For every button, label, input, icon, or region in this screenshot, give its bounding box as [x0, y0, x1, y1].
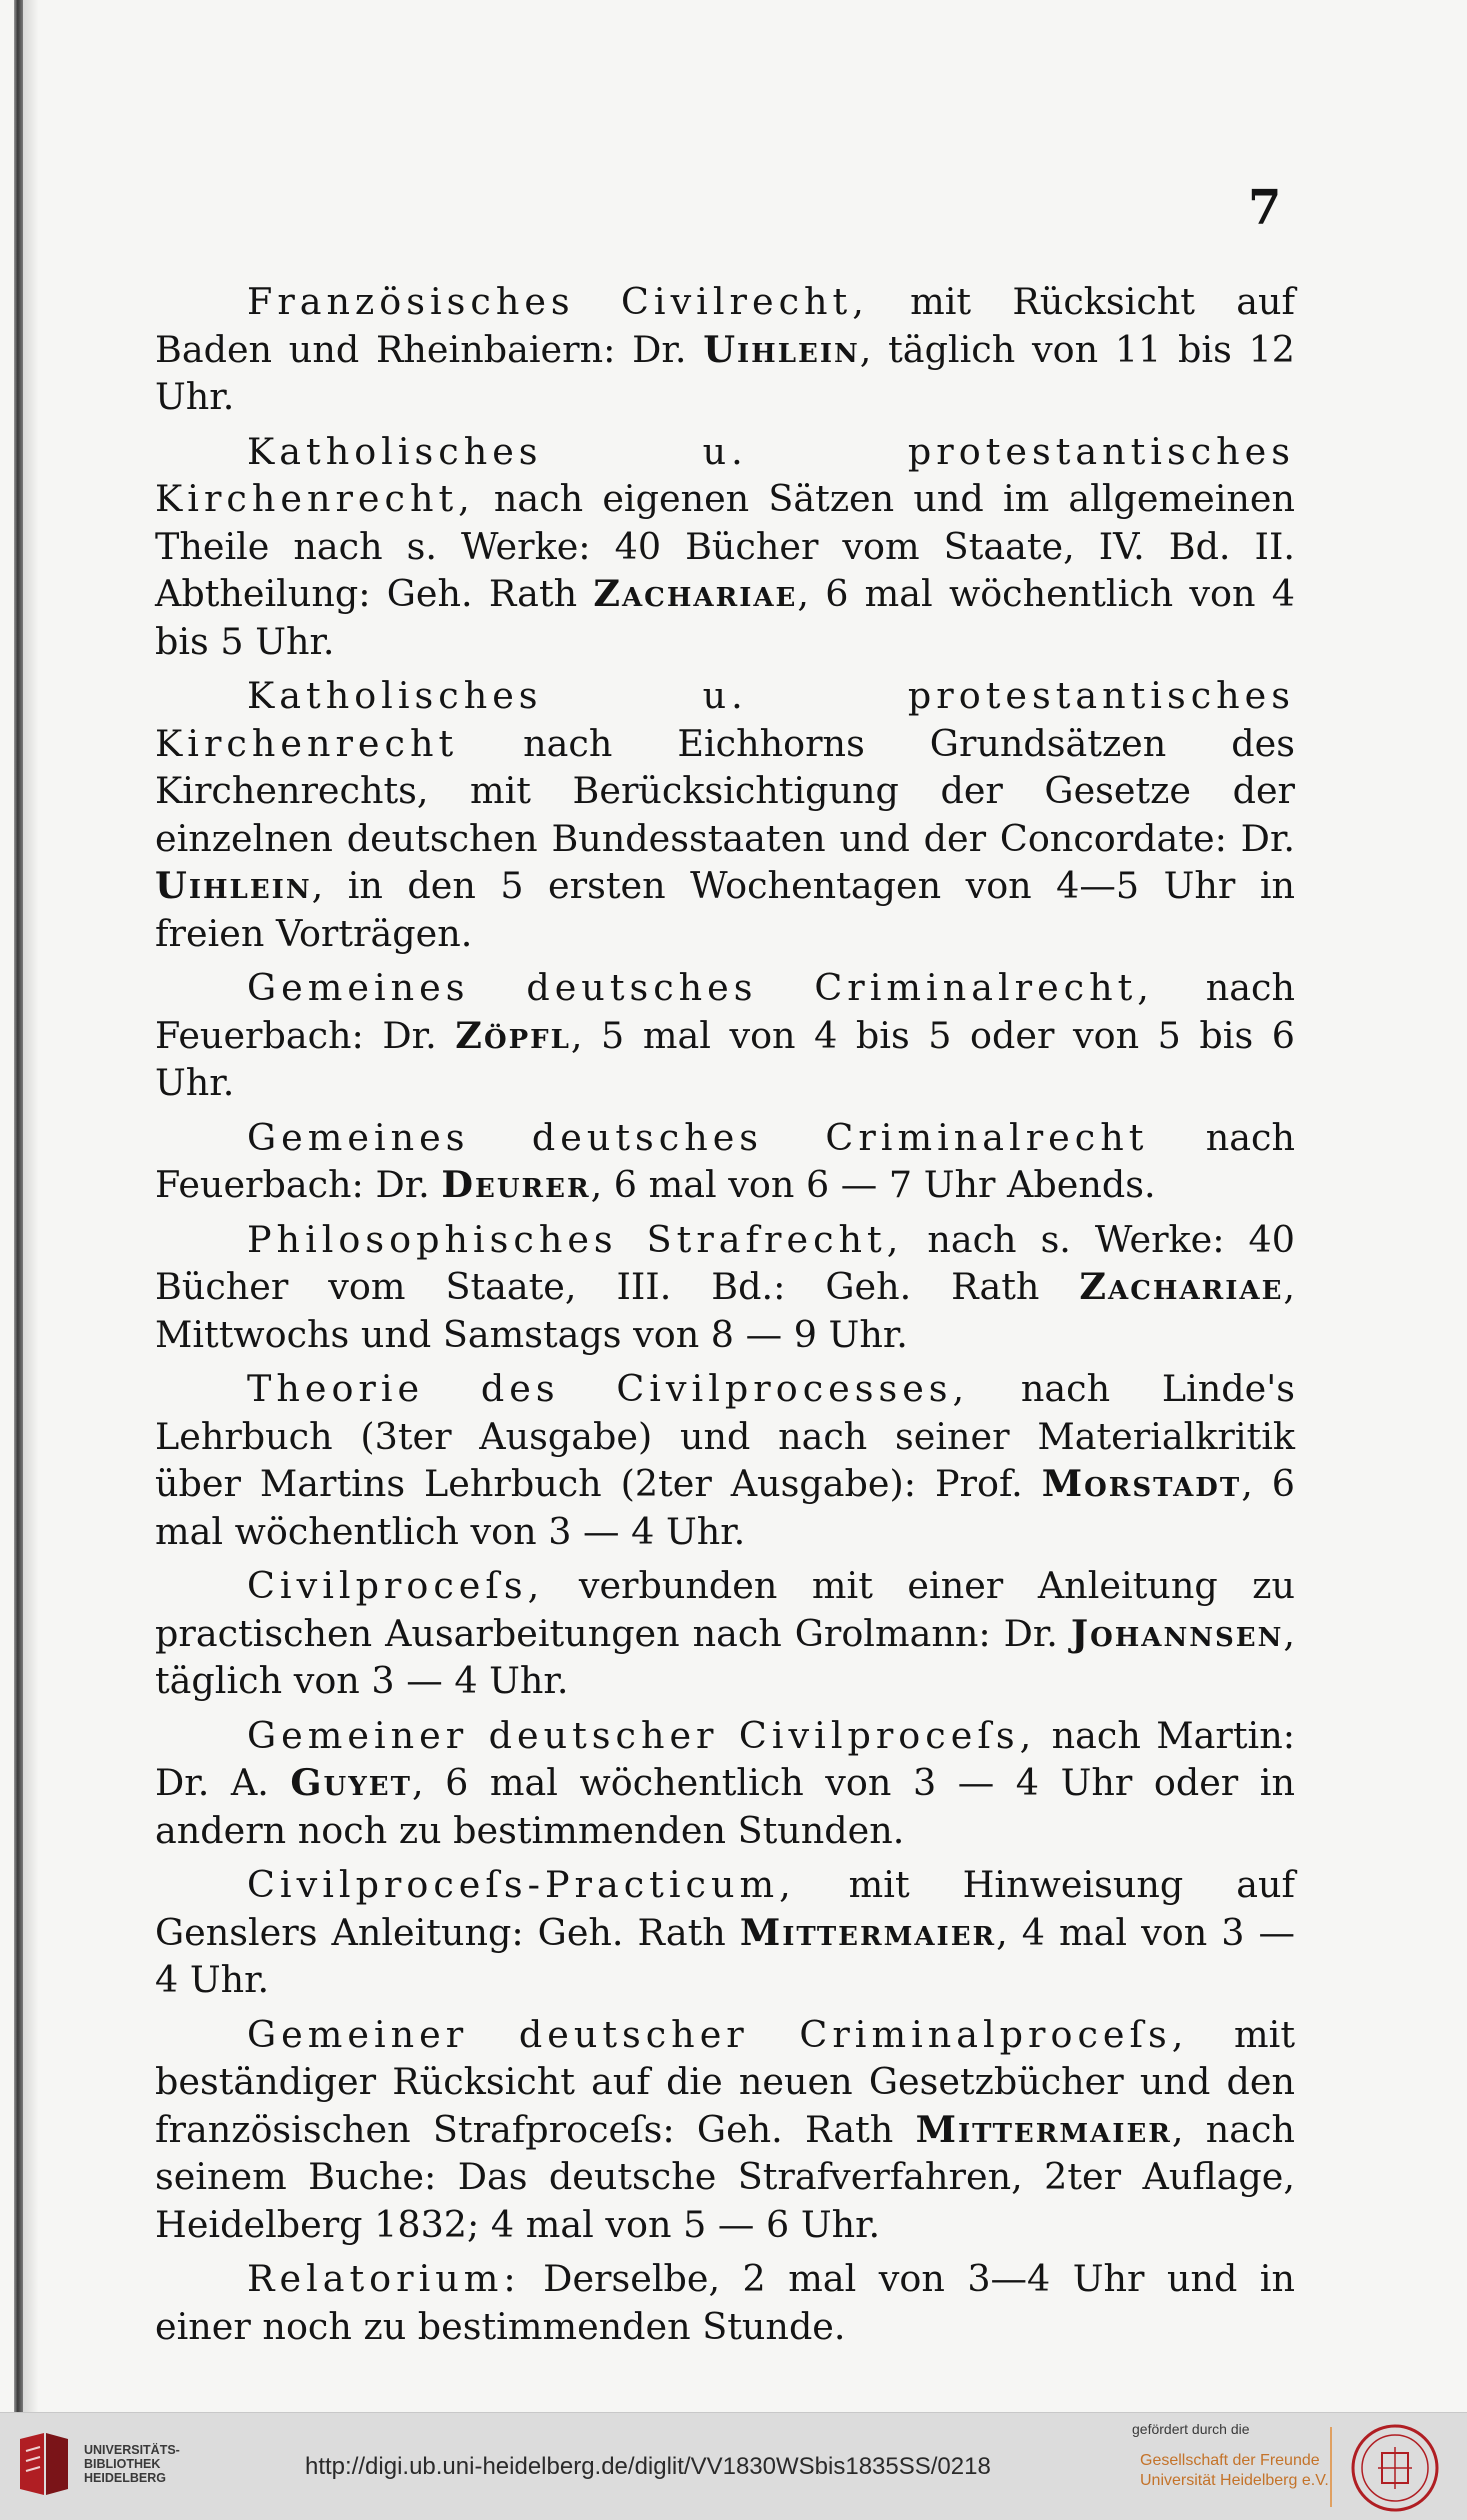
course-details: nach Martin: Dr. A. — [155, 1713, 1295, 1804]
lecture-entry — [155, 964, 1295, 1107]
lecture-entry — [155, 672, 1295, 957]
lecture-list — [155, 278, 1295, 2357]
course-details: nach s. Werke: 40 Bücher vom Staate, III. Bd.: Geh. Rath — [155, 1217, 1295, 1308]
lecturer-name: Zachariae — [593, 572, 798, 615]
viewer-footer — [0, 2412, 1467, 2520]
course-details: mit Hinweisung auf Genslers Anleitung: Geh. Rath — [155, 1863, 1295, 1954]
book-spine-edge — [14, 0, 23, 2412]
lecture-entry — [155, 1861, 1295, 2004]
course-title: Katholisches u. protestantisches Kirchenrecht, — [155, 429, 1295, 520]
library-name-line-3: HEIDELBERG — [84, 2471, 166, 2485]
course-details: , 6 mal von 6 — 7 Uhr Abends. — [590, 1163, 1156, 1206]
course-details: , 5 mal von 4 bis 5 oder von 5 bis 6 Uhr. — [155, 1013, 1295, 1104]
course-title: Katholisches u. protestantisches Kirchenrecht — [155, 674, 1295, 765]
course-title: Gemeines deutsches Criminalrecht — [247, 1115, 1149, 1159]
spine-shadow — [23, 0, 39, 2412]
course-title: Civilproceſs-Practicum, — [247, 1863, 796, 1906]
lecturer-name: Johannsen — [1070, 1611, 1284, 1655]
lecture-entry — [155, 1216, 1295, 1359]
course-details: nach Feuerbach: Dr. — [155, 1115, 1295, 1206]
lecturer-name: Uihlein — [155, 864, 312, 907]
lecture-entry — [155, 428, 1295, 666]
sponsor-name[interactable] — [1140, 2451, 1329, 2491]
course-title: Gemeiner deutscher Criminalproceſs, — [247, 2012, 1189, 2056]
course-title: Civilproceſs, — [247, 1564, 545, 1607]
sponsor-line-2: Universität Heidelberg e.V. — [1140, 2472, 1329, 2489]
course-details: , 6 mal wöchentlich von 4 bis 5 Uhr. — [155, 572, 1295, 663]
lecturer-name: Zöpfl — [455, 1013, 571, 1057]
library-name-line-1: UNIVERSITÄTS- — [84, 2443, 180, 2457]
lecturer-name: Guyet — [290, 1761, 412, 1804]
course-details: verbunden mit einer Anleitung zu practischen Ausarbeitungen nach Grolmann: Dr. — [155, 1564, 1295, 1655]
course-details: , in den 5 ersten Wochentagen von 4—5 Uhr in freien Vorträgen. — [155, 864, 1295, 955]
course-details: , Mittwochs und Samstags von 8 — 9 Uhr. — [155, 1265, 1295, 1356]
course-title: Französisches Civilrecht, — [247, 280, 869, 323]
course-details: nach Eichhorns Grundsätzen des Kirchenrechts, mit Berücksichtigung der Gesetze der einzelnen deutschen Bundesstaaten und der Concordate: Dr. — [155, 721, 1295, 860]
lecture-entry — [155, 2255, 1295, 2350]
lecture-entry — [155, 278, 1295, 421]
footer-divider — [1330, 2427, 1332, 2507]
library-name[interactable] — [84, 2443, 180, 2485]
course-details: nach eigenen Sätzen und im allgemeinen Theile nach s. Werke: 40 Bücher vom Staate, IV. Bd. II. Abtheilung: Geh. Rath — [155, 477, 1295, 615]
course-title: Philosophisches Strafrecht, — [247, 1217, 904, 1261]
university-seal-icon — [1350, 2423, 1440, 2513]
course-details: mit beständiger Rücksicht auf die neuen Gesetzbücher und den französischen Strafproceſs: Geh. Rath — [155, 2012, 1295, 2151]
university-library-logo-icon[interactable] — [14, 2431, 74, 2501]
course-title: Theorie des Civilprocesses, — [247, 1367, 970, 1410]
course-details: nach Feuerbach: Dr. — [155, 966, 1295, 1057]
funded-by-label: gefördert durch die — [1132, 2421, 1250, 2437]
course-details: mit Rücksicht auf Baden und Rheinbaiern: Dr. — [155, 280, 1296, 371]
course-details: , täglich von 3 — 4 Uhr. — [155, 1611, 1295, 1702]
lecturer-name: Morstadt — [1041, 1462, 1242, 1505]
course-title: Gemeiner deutscher Civilproceſs, — [247, 1713, 1037, 1757]
course-details: , nach seinem Buche: Das deutsche Strafverfahren, 2ter Auflage, Heidelberg 1832; 4 mal von 5 — 6 Uhr. — [155, 2107, 1295, 2246]
lecture-entry — [155, 1712, 1295, 1855]
lecturer-name: Zachariae — [1079, 1265, 1284, 1308]
permalink-url[interactable]: http://digi.ub.uni-heidelberg.de/diglit/VV1830WSbis1835SS/0218 — [305, 2453, 991, 2480]
lecture-entry — [155, 1114, 1295, 1209]
course-details: , täglich von 11 bis 12 Uhr. — [155, 327, 1296, 418]
course-title: Gemeines deutsches Criminalrecht, — [247, 966, 1154, 1009]
library-name-line-2: BIBLIOTHEK — [84, 2457, 161, 2471]
lecture-entry — [155, 1365, 1295, 1555]
sponsor-line-1: Gesellschaft der Freunde — [1140, 2452, 1320, 2469]
lecture-entry — [155, 2011, 1295, 2249]
course-details: , 4 mal von 3 — 4 Uhr. — [155, 1910, 1295, 2001]
page-number: 7 — [1248, 180, 1282, 236]
course-title: Relatorium: — [247, 2257, 521, 2300]
course-details: , 6 mal wöchentlich von 3 — 4 Uhr. — [155, 1462, 1295, 1553]
course-details: Derselbe, 2 mal von 3—4 Uhr und in einer noch zu bestimmenden Stunde. — [155, 2257, 1295, 2348]
lecturer-name: Deurer — [441, 1163, 591, 1206]
lecturer-name: Uihlein — [703, 327, 860, 371]
lecturer-name: Mittermaier — [915, 2107, 1172, 2151]
lecturer-name: Mittermaier — [739, 1910, 997, 1954]
course-details: , 6 mal wöchentlich von 3 — 4 Uhr oder in andern noch zu bestimmenden Stunden. — [155, 1761, 1295, 1852]
course-details: nach Linde's Lehrbuch (3ter Ausgabe) und nach seiner Materialkritik über Martins Lehrbuch (2ter Ausgabe): Prof. — [155, 1367, 1295, 1505]
lecture-entry — [155, 1562, 1295, 1705]
